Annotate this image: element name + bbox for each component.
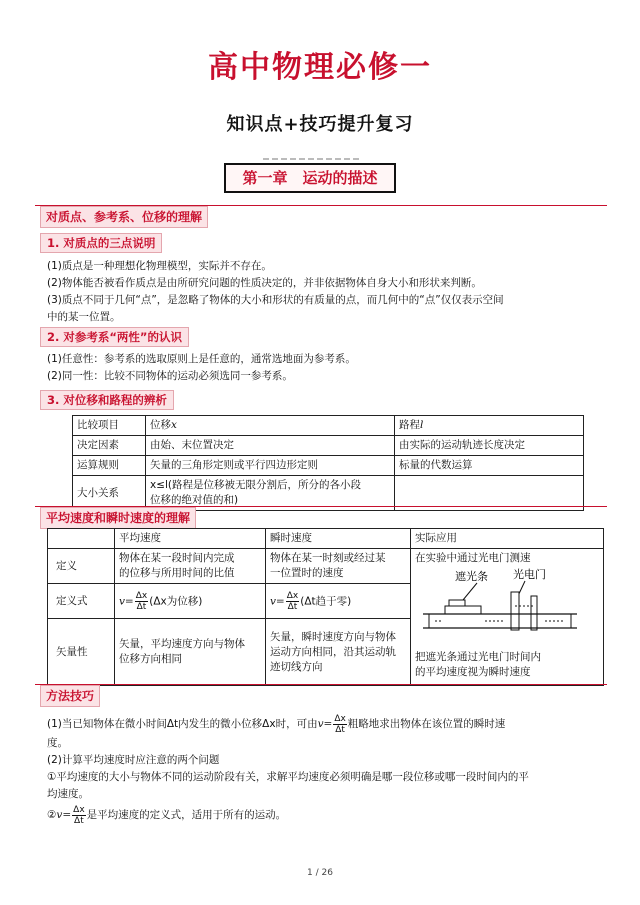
text-line: 中的某一位置。 bbox=[47, 311, 121, 323]
subsection-heading: 3. 对位移和路程的辨析 bbox=[40, 390, 174, 410]
text-line: (1)当已知物体在微小时间Δt内发生的微小位移Δx时，可由v= $\frac{\Delta x}{\Delta t}$ 粗略地求出物体在该位置的瞬时速 bbox=[47, 713, 506, 735]
page-number: 1 / 26 bbox=[307, 868, 333, 878]
paragraph-block bbox=[47, 713, 602, 827]
text-line: (1)任意性：参考系的选取原则上是任意的，通常选地面为参考系。 bbox=[47, 353, 356, 365]
table-cell: 决定因素 bbox=[73, 436, 146, 456]
text-line: (2)计算平均速度时应注意的两个问题 bbox=[47, 754, 220, 766]
table-cell: v= $\frac{\Delta x}{\Delta t}$ (Δt趋于零) bbox=[266, 584, 411, 619]
page-title: 高中物理必修一 bbox=[208, 50, 432, 85]
table-cell: 平均速度 bbox=[115, 529, 266, 549]
subsection-heading: 1. 对质点的三点说明 bbox=[40, 233, 162, 253]
text-line: 在实验中通过光电门测速 bbox=[415, 552, 531, 564]
table-cell: 瞬时速度 bbox=[266, 529, 411, 549]
diagram-label: 遮光条 bbox=[455, 570, 488, 583]
text-line: (2)同一性：比较不同物体的运动必须选同一参考系。 bbox=[47, 370, 293, 382]
table-row bbox=[48, 529, 604, 549]
table-cell: 路程l bbox=[395, 416, 584, 436]
table-cell: 比较项目 bbox=[73, 416, 146, 436]
paragraph-block bbox=[47, 351, 602, 385]
diagram-label: 光电门 bbox=[513, 568, 546, 581]
table-cell: 定义 bbox=[48, 549, 115, 584]
table-cell: 物体在某一时刻或经过某 一位置时的速度 bbox=[266, 549, 411, 584]
table-row bbox=[73, 416, 584, 436]
table-row bbox=[73, 436, 584, 456]
displacement-distance-table bbox=[72, 415, 584, 511]
table-cell: 矢量，平均速度方向与物体 位移方向相同 bbox=[115, 619, 266, 686]
table-cell: 实际应用 bbox=[411, 529, 604, 549]
page-subtitle: 知识点+技巧提升复习 bbox=[226, 114, 414, 135]
decorative-divider bbox=[263, 158, 359, 160]
table-cell: 矢量的三角形定则或平行四边形定则 bbox=[146, 456, 395, 476]
table-cell: 由始、末位置决定 bbox=[146, 436, 395, 456]
section-heading: 方法技巧 bbox=[40, 685, 100, 707]
text-line: ①平均速度的大小与物体不同的运动阶段有关，求解平均速度必须明确是哪一段位移或哪一段时间内的平 bbox=[47, 771, 529, 783]
table-cell: 物体在某一段时间内完成 的位移与所用时间的比值 bbox=[115, 549, 266, 584]
section-heading: 对质点、参考系、位移的理解 bbox=[40, 206, 208, 228]
text-line: (2)物体能否被看作质点是由所研究问题的性质决定的，并非依据物体自身大小和形状来判断。 bbox=[47, 277, 482, 289]
table-cell: 位移x bbox=[146, 416, 395, 436]
subsection-heading: 2. 对参考系“两性”的认识 bbox=[40, 327, 189, 347]
section-heading: 平均速度和瞬时速度的理解 bbox=[40, 507, 196, 529]
table-cell: 标量的代数运算 bbox=[395, 456, 584, 476]
table-cell: 运算规则 bbox=[73, 456, 146, 476]
text-line: ②v= $\frac{\Delta x}{\Delta t}$ 是平均速度的定义式，适用于所有的运动。 bbox=[47, 804, 287, 826]
table-cell: 矢量性 bbox=[48, 619, 115, 686]
table-cell: 大小关系 bbox=[73, 476, 146, 511]
table-cell: 由实际的运动轨迹长度决定 bbox=[395, 436, 584, 456]
table-cell: 定义式 bbox=[48, 584, 115, 619]
text-line: (1)质点是一种理想化物理模型，实际并不存在。 bbox=[47, 260, 272, 272]
velocity-table bbox=[47, 528, 604, 686]
table-cell: v= $\frac{\Delta x}{\Delta t}$ (Δx为位移) bbox=[115, 584, 266, 619]
text-line: 均速度。 bbox=[47, 788, 89, 800]
table-row bbox=[48, 549, 604, 584]
text-line: 把遮光条通过光电门时间内 bbox=[415, 651, 541, 663]
text-line: 度。 bbox=[47, 737, 68, 749]
text-line: (3)质点不同于几何“点”，是忽略了物体的大小和形状的有质量的点，而几何中的“点”仅仅表示空间 bbox=[47, 294, 504, 306]
chapter-heading: 第一章 运动的描述 bbox=[224, 163, 396, 193]
table-cell: x≤l(路程是位移被无限分割后，所分的各小段 位移的绝对值的和) bbox=[146, 476, 395, 511]
paragraph-block bbox=[47, 258, 602, 326]
table-cell: 矢量，瞬时速度方向与物体 运动方向相同，沿其运动轨 迹切线方向 bbox=[266, 619, 411, 686]
table-cell bbox=[48, 529, 115, 549]
table-cell bbox=[411, 549, 604, 686]
text-line: 的平均速度视为瞬时速度 bbox=[415, 666, 531, 678]
table-row bbox=[73, 456, 584, 476]
photogate-diagram bbox=[415, 566, 585, 650]
section-rule bbox=[35, 684, 607, 685]
